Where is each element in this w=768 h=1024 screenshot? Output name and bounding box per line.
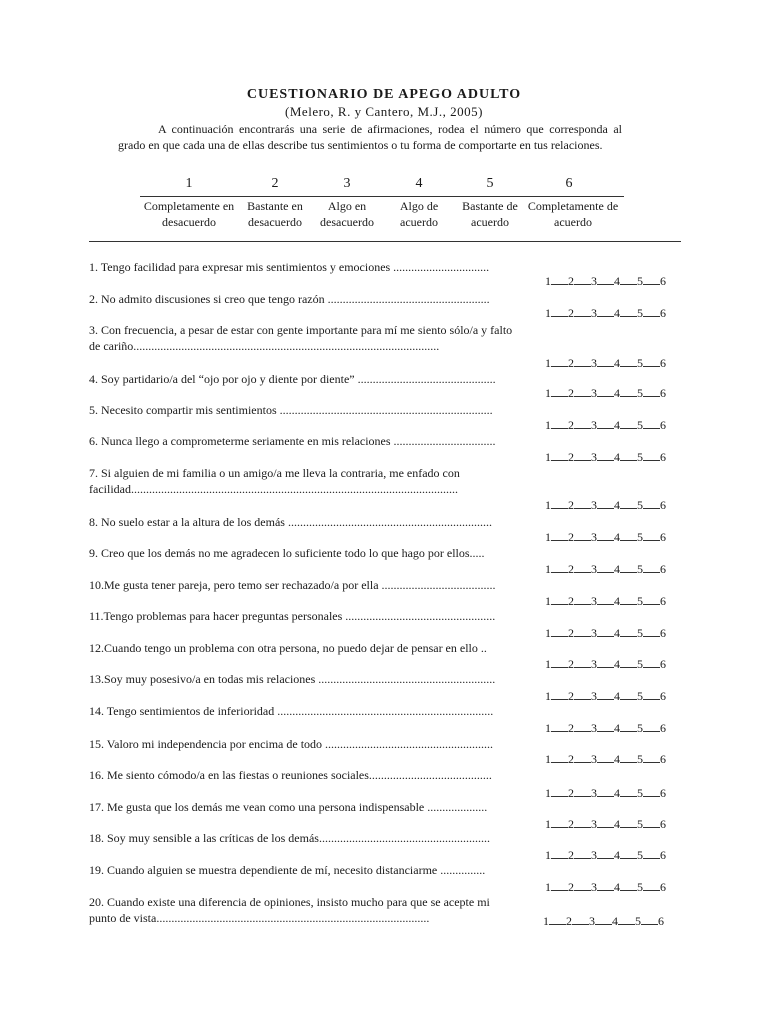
answer-blank xyxy=(574,723,591,732)
option-5[interactable]: 5 xyxy=(637,657,643,671)
answer-options-3 xyxy=(545,356,666,371)
question-19: 19. Cuando alguien se muestra dependiente de mí, necesito distanciarme ............... xyxy=(89,863,486,877)
option-6[interactable]: 6 xyxy=(660,848,666,862)
answer-options-9 xyxy=(545,562,666,577)
answer-blank xyxy=(549,916,566,925)
option-5[interactable]: 5 xyxy=(635,914,641,928)
option-3[interactable]: 3 xyxy=(591,657,597,671)
option-4[interactable]: 4 xyxy=(614,594,620,608)
question-1: 1. Tengo facilidad para expresar mis sentimientos y emociones ................................ xyxy=(89,260,490,274)
scale-number-2: 2 xyxy=(271,176,279,191)
option-2[interactable]: 2 xyxy=(568,356,574,370)
answer-blank xyxy=(551,850,568,859)
answer-options-10 xyxy=(545,594,666,609)
answer-options-13 xyxy=(545,689,666,704)
question-16: 16. Me siento cómodo/a en las fiestas o reuniones sociales......................................... xyxy=(89,768,492,782)
answer-blank xyxy=(643,388,660,397)
answer-blank xyxy=(597,420,614,429)
answer-blank xyxy=(574,564,591,573)
scale-number-3: 3 xyxy=(343,176,351,191)
option-1[interactable]: 1 xyxy=(545,562,551,576)
answer-blank xyxy=(551,659,568,668)
option-4[interactable]: 4 xyxy=(614,817,620,831)
option-5[interactable]: 5 xyxy=(637,562,643,576)
answer-blank xyxy=(551,691,568,700)
answer-blank xyxy=(597,500,614,509)
answer-blank xyxy=(620,723,637,732)
answer-options-19 xyxy=(545,880,666,895)
answer-blank xyxy=(643,452,660,461)
option-1[interactable]: 1 xyxy=(545,786,551,800)
answer-options-18 xyxy=(545,848,666,863)
option-6[interactable]: 6 xyxy=(660,450,666,464)
option-3[interactable]: 3 xyxy=(591,386,597,400)
answer-blank xyxy=(572,916,589,925)
answer-blank xyxy=(597,882,614,891)
option-1[interactable]: 1 xyxy=(543,914,549,928)
instructions-text: A continuación encontrarás una serie de afirmaciones, rodea el número que corresponda al grado en que cada una de ellas describe tus sentimientos o tu forma de comportarte en tus relaciones. xyxy=(118,122,622,152)
option-5[interactable]: 5 xyxy=(637,594,643,608)
option-4[interactable]: 4 xyxy=(614,530,620,544)
answer-options-16 xyxy=(545,786,666,801)
option-6[interactable]: 6 xyxy=(660,657,666,671)
answer-blank xyxy=(620,754,637,763)
page-title: CUESTIONARIO DE APEGO ADULTO xyxy=(246,87,522,102)
option-3[interactable]: 3 xyxy=(591,689,597,703)
option-4[interactable]: 4 xyxy=(614,721,620,735)
answer-blank xyxy=(597,276,614,285)
answer-blank xyxy=(620,596,637,605)
option-6[interactable]: 6 xyxy=(660,817,666,831)
answer-blank xyxy=(574,452,591,461)
answer-blank xyxy=(551,388,568,397)
option-4[interactable]: 4 xyxy=(614,752,620,766)
option-6[interactable]: 6 xyxy=(660,626,666,640)
option-4[interactable]: 4 xyxy=(614,848,620,862)
scale-divider xyxy=(140,196,624,197)
answer-options-4 xyxy=(545,386,666,401)
answer-blank xyxy=(574,388,591,397)
answer-blank xyxy=(574,819,591,828)
option-3[interactable]: 3 xyxy=(591,721,597,735)
option-1[interactable]: 1 xyxy=(545,274,551,288)
answer-blank xyxy=(597,596,614,605)
answer-blank xyxy=(643,788,660,797)
option-5[interactable]: 5 xyxy=(637,752,643,766)
answer-blank xyxy=(574,596,591,605)
question-18: 18. Soy muy sensible a las críticas de los demás......................................................... xyxy=(89,831,490,845)
option-1[interactable]: 1 xyxy=(545,498,551,512)
option-1[interactable]: 1 xyxy=(545,817,551,831)
answer-blank xyxy=(574,628,591,637)
option-4[interactable]: 4 xyxy=(614,306,620,320)
answer-blank xyxy=(643,500,660,509)
answer-blank xyxy=(597,788,614,797)
answer-blank xyxy=(574,882,591,891)
option-6[interactable]: 6 xyxy=(660,752,666,766)
answer-options-1 xyxy=(545,274,666,289)
option-1[interactable]: 1 xyxy=(545,306,551,320)
option-6[interactable]: 6 xyxy=(660,721,666,735)
answer-blank xyxy=(597,691,614,700)
option-1[interactable]: 1 xyxy=(545,657,551,671)
option-3[interactable]: 3 xyxy=(591,880,597,894)
option-4[interactable]: 4 xyxy=(614,626,620,640)
answer-blank xyxy=(551,596,568,605)
answer-blank xyxy=(643,596,660,605)
option-3[interactable]: 3 xyxy=(591,530,597,544)
question-11: 11.Tengo problemas para hacer preguntas personales .................................................. xyxy=(89,609,496,623)
answer-blank xyxy=(643,358,660,367)
answer-blank xyxy=(618,916,635,925)
answer-blank xyxy=(574,532,591,541)
scale-number-1: 1 xyxy=(185,176,193,191)
question-17: 17. Me gusta que los demás me vean como una persona indispensable .................... xyxy=(89,800,488,814)
answer-blank xyxy=(595,916,612,925)
answer-blank xyxy=(551,819,568,828)
option-5[interactable]: 5 xyxy=(637,848,643,862)
answer-options-6 xyxy=(545,450,666,465)
option-2[interactable]: 2 xyxy=(568,880,574,894)
option-4[interactable]: 4 xyxy=(612,914,618,928)
option-2[interactable]: 2 xyxy=(568,626,574,640)
answer-blank xyxy=(643,691,660,700)
answer-options-2 xyxy=(545,306,666,321)
option-1[interactable]: 1 xyxy=(545,530,551,544)
option-3[interactable]: 3 xyxy=(591,848,597,862)
option-5[interactable]: 5 xyxy=(637,530,643,544)
option-3[interactable]: 3 xyxy=(591,786,597,800)
question-14: 14. Tengo sentimientos de inferioridad ........................................................................ xyxy=(89,704,494,718)
option-1[interactable]: 1 xyxy=(545,356,551,370)
answer-options-15 xyxy=(545,752,666,767)
answer-blank xyxy=(597,850,614,859)
option-3[interactable]: 3 xyxy=(591,594,597,608)
option-1[interactable]: 1 xyxy=(545,721,551,735)
answer-blank xyxy=(620,850,637,859)
answer-blank xyxy=(597,723,614,732)
answer-blank xyxy=(620,388,637,397)
answer-blank xyxy=(620,691,637,700)
answer-options-7 xyxy=(545,498,666,513)
answer-options-8 xyxy=(545,530,666,545)
answer-options-14 xyxy=(545,721,666,736)
answer-blank xyxy=(597,452,614,461)
option-5[interactable]: 5 xyxy=(637,356,643,370)
answer-blank xyxy=(551,452,568,461)
option-1[interactable]: 1 xyxy=(545,626,551,640)
option-6[interactable]: 6 xyxy=(660,356,666,370)
option-4[interactable]: 4 xyxy=(614,786,620,800)
option-2[interactable]: 2 xyxy=(568,562,574,576)
answer-blank xyxy=(551,754,568,763)
option-1[interactable]: 1 xyxy=(545,689,551,703)
answer-blank xyxy=(643,850,660,859)
option-6[interactable]: 6 xyxy=(660,562,666,576)
answer-options-17 xyxy=(545,817,666,832)
answer-blank xyxy=(620,628,637,637)
answer-blank xyxy=(574,500,591,509)
answer-options-12 xyxy=(545,657,666,672)
answer-blank xyxy=(620,532,637,541)
scale-label-3: Algo en desacuerdo xyxy=(320,199,374,229)
answer-blank xyxy=(641,916,658,925)
option-2[interactable]: 2 xyxy=(568,786,574,800)
answer-blank xyxy=(574,850,591,859)
option-6[interactable]: 6 xyxy=(660,530,666,544)
question-10: 10.Me gusta tener pareja, pero temo ser rechazado/a por ella ...................................... xyxy=(89,578,496,592)
answer-blank xyxy=(551,420,568,429)
option-6[interactable]: 6 xyxy=(660,306,666,320)
question-6: 6. Nunca llego a comprometerme seriamente en mis relaciones .................................. xyxy=(89,434,496,448)
question-4: 4. Soy partidario/a del “ojo por ojo y diente por diente” .............................................. xyxy=(89,372,496,386)
option-5[interactable]: 5 xyxy=(637,721,643,735)
option-4[interactable]: 4 xyxy=(614,418,620,432)
answer-blank xyxy=(643,882,660,891)
option-5[interactable]: 5 xyxy=(637,498,643,512)
answer-blank xyxy=(620,308,637,317)
option-4[interactable]: 4 xyxy=(614,356,620,370)
option-6[interactable]: 6 xyxy=(660,786,666,800)
answer-options-5 xyxy=(545,418,666,433)
answer-blank xyxy=(620,276,637,285)
answer-blank xyxy=(620,420,637,429)
option-2[interactable]: 2 xyxy=(568,657,574,671)
option-2[interactable]: 2 xyxy=(566,914,572,928)
answer-blank xyxy=(643,308,660,317)
answer-blank xyxy=(643,532,660,541)
option-4[interactable]: 4 xyxy=(614,386,620,400)
option-1[interactable]: 1 xyxy=(545,752,551,766)
answer-blank xyxy=(597,388,614,397)
option-3[interactable]: 3 xyxy=(591,562,597,576)
option-5[interactable]: 5 xyxy=(637,450,643,464)
answer-options-11 xyxy=(545,626,666,641)
option-6[interactable]: 6 xyxy=(660,386,666,400)
option-5[interactable]: 5 xyxy=(637,274,643,288)
option-5[interactable]: 5 xyxy=(637,386,643,400)
answer-blank xyxy=(597,819,614,828)
question-3: 3. Con frecuencia, a pesar de estar con gente importante para mí me siento sólo/a y falto de cariño...................................................................................................... xyxy=(89,323,513,353)
option-4[interactable]: 4 xyxy=(614,880,620,894)
option-5[interactable]: 5 xyxy=(637,786,643,800)
option-6[interactable]: 6 xyxy=(660,418,666,432)
answer-blank xyxy=(643,276,660,285)
option-2[interactable]: 2 xyxy=(568,498,574,512)
question-2: 2. No admito discusiones si creo que tengo razón ...................................................... xyxy=(89,292,490,306)
option-5[interactable]: 5 xyxy=(637,880,643,894)
option-2[interactable]: 2 xyxy=(568,594,574,608)
option-4[interactable]: 4 xyxy=(614,657,620,671)
scale-number-6: 6 xyxy=(565,176,573,191)
answer-blank xyxy=(574,358,591,367)
answer-blank xyxy=(620,452,637,461)
answer-blank xyxy=(551,882,568,891)
answer-blank xyxy=(574,691,591,700)
answer-options-20 xyxy=(543,914,664,929)
option-2[interactable]: 2 xyxy=(568,817,574,831)
option-6[interactable]: 6 xyxy=(658,914,664,928)
option-4[interactable]: 4 xyxy=(614,498,620,512)
answer-blank xyxy=(551,788,568,797)
answer-blank xyxy=(620,819,637,828)
answer-blank xyxy=(551,564,568,573)
option-4[interactable]: 4 xyxy=(614,274,620,288)
answer-blank xyxy=(643,420,660,429)
option-5[interactable]: 5 xyxy=(637,626,643,640)
option-2[interactable]: 2 xyxy=(568,450,574,464)
option-4[interactable]: 4 xyxy=(614,689,620,703)
option-3[interactable]: 3 xyxy=(591,817,597,831)
answer-blank xyxy=(597,564,614,573)
option-3[interactable]: 3 xyxy=(591,498,597,512)
option-2[interactable]: 2 xyxy=(568,306,574,320)
option-1[interactable]: 1 xyxy=(545,418,551,432)
answer-blank xyxy=(597,754,614,763)
answer-blank xyxy=(551,532,568,541)
answer-blank xyxy=(620,564,637,573)
answer-blank xyxy=(574,754,591,763)
question-13: 13.Soy muy posesivo/a en todas mis relaciones ........................................................... xyxy=(89,672,496,686)
option-1[interactable]: 1 xyxy=(545,386,551,400)
answer-blank xyxy=(643,659,660,668)
answer-blank xyxy=(620,788,637,797)
option-3[interactable]: 3 xyxy=(591,356,597,370)
question-15: 15. Valoro mi independencia por encima de todo ........................................................ xyxy=(89,737,494,751)
question-5: 5. Necesito compartir mis sentimientos ....................................................................... xyxy=(89,403,493,417)
answer-blank xyxy=(620,500,637,509)
answer-blank xyxy=(597,308,614,317)
scale-number-4: 4 xyxy=(415,176,423,191)
header-divider xyxy=(89,241,681,242)
question-8: 8. No suelo estar a la altura de los demás .................................................................... xyxy=(89,515,492,529)
option-2[interactable]: 2 xyxy=(568,274,574,288)
scale-label-6: Completamente de acuerdo xyxy=(527,199,619,229)
option-2[interactable]: 2 xyxy=(568,752,574,766)
citation: (Melero, R. y Cantero, M.J., 2005) xyxy=(285,104,483,119)
answer-blank xyxy=(643,723,660,732)
option-4[interactable]: 4 xyxy=(614,562,620,576)
option-3[interactable]: 3 xyxy=(591,450,597,464)
option-2[interactable]: 2 xyxy=(568,418,574,432)
answer-blank xyxy=(574,659,591,668)
answer-blank xyxy=(551,358,568,367)
answer-blank xyxy=(597,628,614,637)
answer-blank xyxy=(551,308,568,317)
option-6[interactable]: 6 xyxy=(660,274,666,288)
answer-blank xyxy=(597,659,614,668)
option-2[interactable]: 2 xyxy=(568,848,574,862)
answer-blank xyxy=(643,754,660,763)
answer-blank xyxy=(574,308,591,317)
answer-blank xyxy=(643,819,660,828)
option-6[interactable]: 6 xyxy=(660,880,666,894)
option-3[interactable]: 3 xyxy=(589,914,595,928)
answer-blank xyxy=(643,564,660,573)
option-1[interactable]: 1 xyxy=(545,848,551,862)
option-4[interactable]: 4 xyxy=(614,450,620,464)
scale-label-5: Bastante de acuerdo xyxy=(462,199,518,229)
answer-blank xyxy=(620,882,637,891)
scale-number-5: 5 xyxy=(486,176,494,191)
answer-blank xyxy=(551,628,568,637)
option-3[interactable]: 3 xyxy=(591,306,597,320)
answer-blank xyxy=(574,276,591,285)
option-3[interactable]: 3 xyxy=(591,752,597,766)
option-2[interactable]: 2 xyxy=(568,530,574,544)
answer-blank xyxy=(597,532,614,541)
option-2[interactable]: 2 xyxy=(568,386,574,400)
option-5[interactable]: 5 xyxy=(637,306,643,320)
option-6[interactable]: 6 xyxy=(660,594,666,608)
question-12: 12.Cuando tengo un problema con otra persona, no puedo dejar de pensar en ello .. xyxy=(89,641,487,655)
option-3[interactable]: 3 xyxy=(591,274,597,288)
answer-blank xyxy=(597,358,614,367)
option-5[interactable]: 5 xyxy=(637,689,643,703)
option-5[interactable]: 5 xyxy=(637,817,643,831)
answer-blank xyxy=(620,358,637,367)
answer-blank xyxy=(551,723,568,732)
option-1[interactable]: 1 xyxy=(545,450,551,464)
answer-blank xyxy=(643,628,660,637)
scale-label-4: Algo de acuerdo xyxy=(399,199,439,229)
option-2[interactable]: 2 xyxy=(568,721,574,735)
question-7: 7. Si alguien de mi familia o un amigo/a me lleva la contraria, me enfado con facilidad............................................................................................................. xyxy=(89,466,460,496)
scale-label-1: Completamente en desacuerdo xyxy=(143,199,235,229)
scale-label-2: Bastante en desacuerdo xyxy=(247,199,303,229)
answer-blank xyxy=(551,276,568,285)
option-3[interactable]: 3 xyxy=(591,418,597,432)
option-5[interactable]: 5 xyxy=(637,418,643,432)
question-9: 9. Creo que los demás no me agradecen lo suficiente todo lo que hago por ellos..... xyxy=(89,546,485,560)
option-6[interactable]: 6 xyxy=(660,498,666,512)
answer-blank xyxy=(620,659,637,668)
option-1[interactable]: 1 xyxy=(545,594,551,608)
answer-blank xyxy=(574,788,591,797)
answer-blank xyxy=(574,420,591,429)
option-1[interactable]: 1 xyxy=(545,880,551,894)
answer-blank xyxy=(551,500,568,509)
option-6[interactable]: 6 xyxy=(660,689,666,703)
option-3[interactable]: 3 xyxy=(591,626,597,640)
option-2[interactable]: 2 xyxy=(568,689,574,703)
question-20: 20. Cuando existe una diferencia de opiniones, insisto mucho para que se acepte mi punto de vista........................................................................................... xyxy=(89,895,490,925)
